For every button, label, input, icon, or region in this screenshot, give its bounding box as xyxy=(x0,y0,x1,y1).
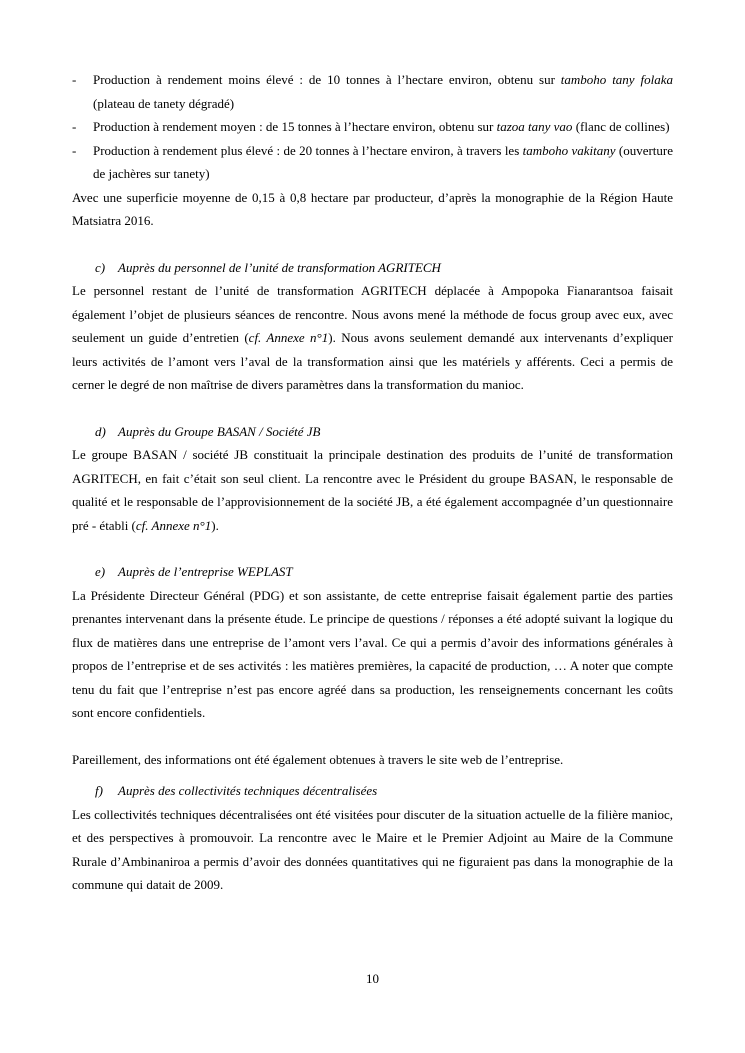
list-item xyxy=(72,115,673,139)
bullet-dash: - xyxy=(72,72,77,87)
bullet-dash: - xyxy=(72,142,77,158)
bullet-text: (flanc de collines) xyxy=(572,119,670,134)
list-item xyxy=(72,139,673,186)
bullet-text: (ouverture de jachères sur tanety) xyxy=(93,142,674,181)
section-label: f) xyxy=(95,783,103,798)
section-label: d) xyxy=(95,423,106,439)
section-e-paragraph-2: Pareillement, des informations ont été également obtenues à travers le site web de l’entreprise. xyxy=(72,751,564,767)
section-title: Auprès des collectivités techniques décentralisées xyxy=(118,783,378,798)
bullet-term: tamboho vakitany xyxy=(522,142,616,158)
section-title: Auprès de l’entreprise WEPLAST xyxy=(118,564,293,579)
bullet-text: Production à rendement moyen : de 15 tonnes à l’hectare environ, obtenu sur xyxy=(93,119,497,134)
annex-reference: cf. Annexe n°1 xyxy=(135,517,212,533)
section-f-paragraph: Les collectivités techniques décentralisées ont été visitées pour discuter de la situation actuelle de la filière manioc, et des perspectives à promouvoir. La rencontre avec le Maire et le Premier Adjoint au Maire de la Commune Rurale d’Ambinaniroa a permis d’avoir des données quantitatives qui ne figuraient pas dans la monographie de la commune qui datait de 2009. xyxy=(72,806,673,892)
annex-reference: cf. Annexe n°1 xyxy=(248,330,329,345)
section-label: c) xyxy=(95,259,106,275)
section-title: Auprès du Groupe BASAN / Société JB xyxy=(118,423,321,439)
list-item xyxy=(72,68,673,115)
section-title: Auprès du personnel de l’unité de transformation AGRITECH xyxy=(118,259,441,275)
section-c-heading xyxy=(72,256,673,280)
yield-bullet-list xyxy=(72,68,673,186)
section-e-paragraph-1: La Présidente Directeur Général (PDG) et son assistante, de cette entreprise faisait également partie des parties prenantes intervenant dans la présente étude. Le principe de questions / réponses a été adopté suivant la logique du flux de matières dans une entreprise de l’amont vers l’aval. Ce qui a permis d’avoir des informations générales à propos de l’entreprise et de ses activités : les matières premières, la capacité de production, … A noter que compte tenu du fait que l’entreprise n’est pas encore agréé dans sa production, les renseignements concernant les coûts sont encore confidentiels. xyxy=(72,587,673,720)
bullet-dash: - xyxy=(72,119,77,134)
bullet-term: tamboho tany folaka xyxy=(560,72,673,87)
section-label: e) xyxy=(95,564,106,579)
section-e-heading xyxy=(72,560,673,584)
section-d-paragraph: Le groupe BASAN / société JB constituait la principale destination des produits de l’unité de transformation AGRITECH, en fait c’était son seul client. La rencontre avec le Président du groupe BASAN, le responsable de qualité et le responsable de l’approvisionnement de la société JB, a été également accompagnée d’un questionnaire pré - établi (cf. Annexe n°1). xyxy=(72,447,673,533)
bullet-text: (plateau de tanety dégradé) xyxy=(93,95,235,111)
bullet-text: Production à rendement plus élevé : de 20 tonnes à l’hectare environ, à travers les xyxy=(93,142,523,158)
page-number: 10 xyxy=(366,971,379,986)
section-d-heading xyxy=(72,420,673,444)
bullet-term: tazoa tany vao xyxy=(496,119,573,134)
intro-paragraph: Avec une superficie moyenne de 0,15 à 0,8 hectare par producteur, d’après la monographie de la Région Haute Matsiatra 2016. xyxy=(72,189,673,228)
section-f-heading xyxy=(72,779,673,803)
section-c-paragraph: Le personnel restant de l’unité de transformation AGRITECH déplacée à Ampopoka Fianarantsoa faisait également l’objet de plusieurs séances de rencontre. Nous avons mené la méthode de focus group avec eux, avec seulement un guide d’entretien (cf. Annexe n°1). Nous avons seulement demandé aux intervenants d’expliquer leurs activités de l’amont vers l’aval de la transformation ainsi que les matériels y afférents. Ceci a permis de cerner le degré de non maîtrise de divers paramètres dans la transformation du manioc. xyxy=(72,283,673,392)
bullet-text: Production à rendement moins élevé : de 10 tonnes à l’hectare environ, obtenu sur xyxy=(93,72,561,87)
